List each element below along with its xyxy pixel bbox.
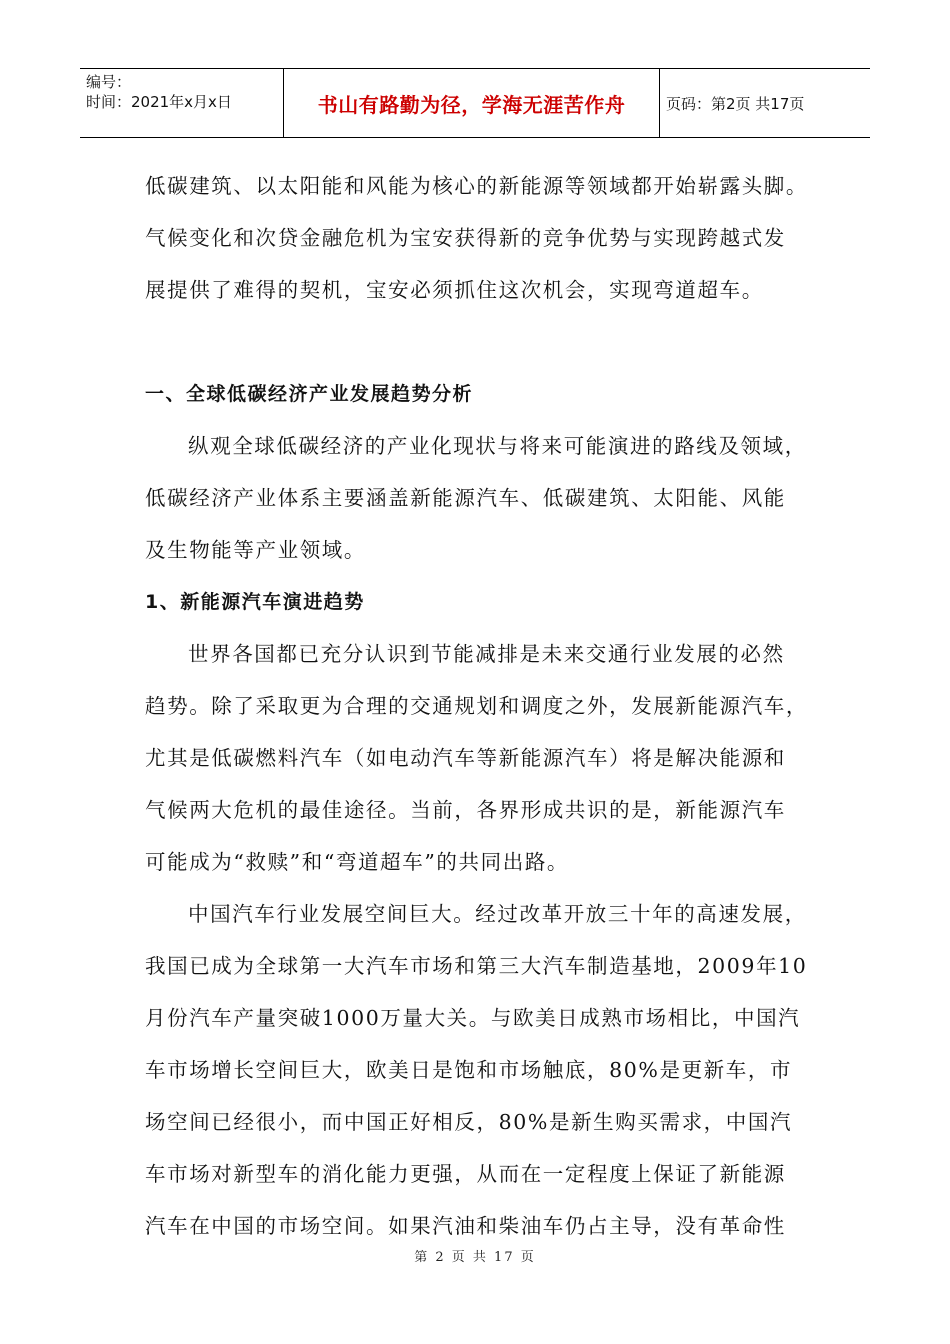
document-body	[145, 160, 810, 1252]
text-line: 我国已成为全球第一大汽车市场和第三大汽车制造基地，2009年10	[145, 954, 808, 978]
paragraph-china-market	[145, 888, 810, 1252]
header-motto: 书山有路勤为径，学海无涯苦作舟	[317, 92, 626, 117]
text-line: 趋势。除了采取更为合理的交通规划和调度之外，发展新能源汽车，	[145, 694, 808, 718]
text-line: 气候两大危机的最佳途径。当前，各界形成共识的是，新能源汽车	[145, 798, 786, 822]
header-motto-cell	[283, 69, 660, 137]
text-line: 可能成为“救赎”和“弯道超车”的共同出路。	[145, 850, 570, 874]
text-line: 低碳建筑、以太阳能和风能为核心的新能源等领域都开始崭露头脚。	[145, 174, 808, 198]
paragraph-overview	[145, 420, 810, 576]
text-line: 气候变化和次贷金融危机为宝安获得新的竞争优势与实现跨越式发	[145, 226, 786, 250]
text-line: 及生物能等产业领域。	[145, 538, 366, 562]
document-date: 时间：2021年x月x日	[86, 93, 232, 111]
header-page-info: 页码：第2页 共17页	[666, 94, 805, 113]
text-line: 展提供了难得的契机，宝安必须抓住这次机会，实现弯道超车。	[145, 278, 764, 302]
text-line: 世界各国都已充分认识到节能减排是未来交通行业发展的必然	[188, 642, 785, 666]
text-line: 车市场对新型车的消化能力更强，从而在一定程度上保证了新能源	[145, 1162, 786, 1186]
header-meta	[80, 69, 283, 137]
paragraph-intro-continuation	[145, 160, 810, 316]
text-line: 尤其是低碳燃料汽车（如电动汽车等新能源汽车）将是解决能源和	[145, 746, 786, 770]
text-line: 车市场增长空间巨大，欧美日是饱和市场触底，80%是更新车，市	[145, 1058, 793, 1082]
text-line: 月份汽车产量突破1000万量大关。与欧美日成熟市场相比，中国汽	[145, 1006, 801, 1030]
document-number-label: 编号：	[86, 73, 132, 91]
page-footer: 第 2 页 共 17 页	[414, 1250, 536, 1265]
text-line: 场空间已经很小，而中国正好相反，80%是新生购买需求，中国汽	[145, 1110, 793, 1134]
paragraph-nev-trend	[145, 628, 810, 888]
section-heading: 一、全球低碳经济产业发展趋势分析	[145, 383, 474, 405]
document-header	[80, 68, 870, 138]
text-line: 纵观全球低碳经济的产业化现状与将来可能演进的路线及领域，	[188, 434, 807, 458]
paragraph-spacer	[145, 316, 810, 368]
subsection-heading: 1、新能源汽车演进趋势	[145, 591, 365, 613]
text-line: 低碳经济产业体系主要涵盖新能源汽车、低碳建筑、太阳能、风能	[145, 486, 786, 510]
header-page-info-cell	[660, 69, 870, 137]
text-line: 汽车在中国的市场空间。如果汽油和柴油车仍占主导，没有革命性	[145, 1214, 786, 1238]
text-line: 中国汽车行业发展空间巨大。经过改革开放三十年的高速发展，	[188, 902, 807, 926]
